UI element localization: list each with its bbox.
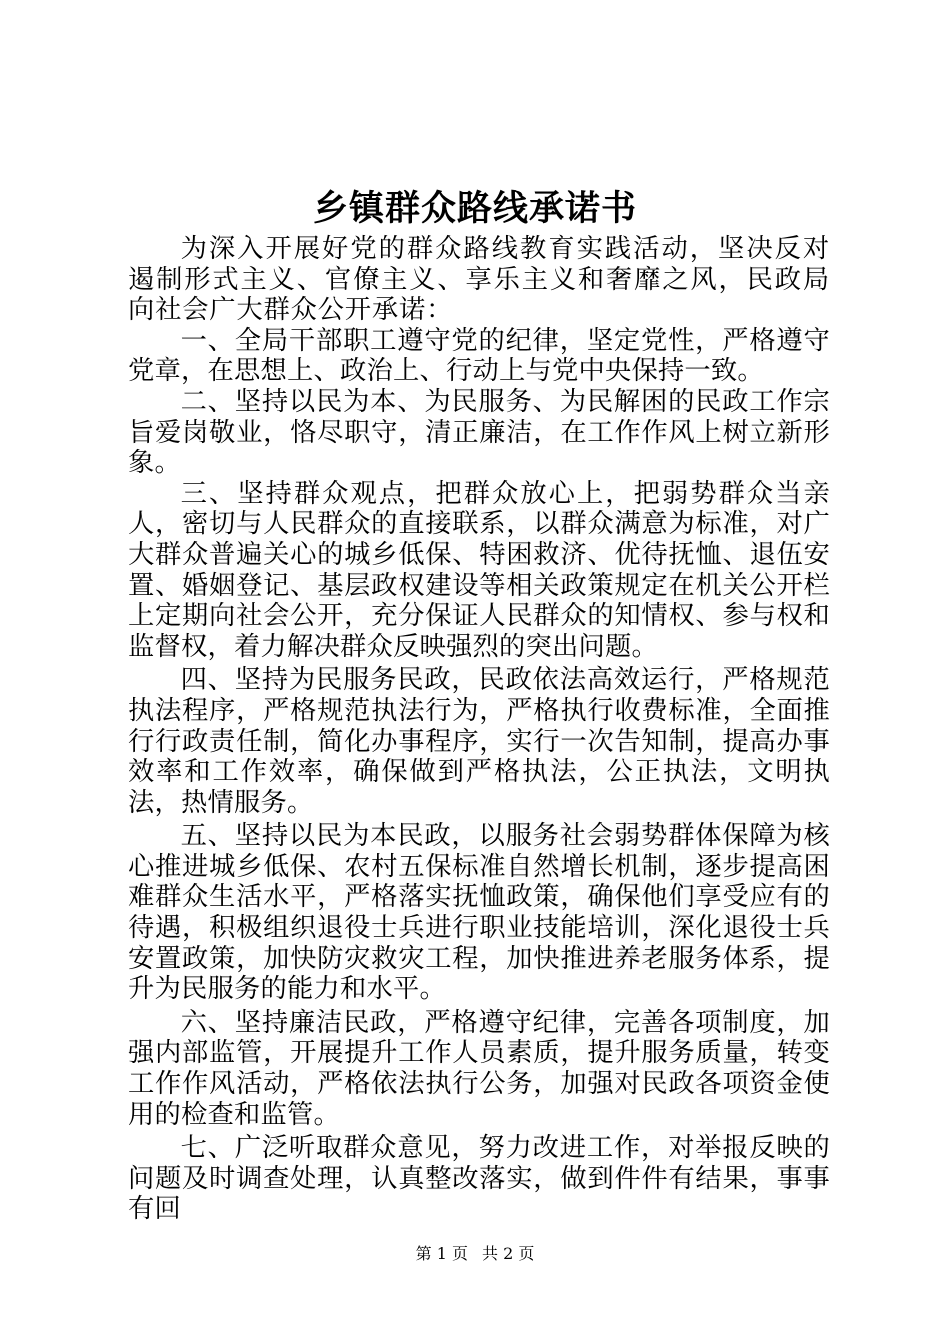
page-total: 共 2 页 xyxy=(482,1244,535,1263)
intro-paragraph: 为深入开展好党的群众路线教育实践活动，坚决反对遏制形式主义、官僚主义、享乐主义和奢靡之风，民政局向社会广大群众公开承诺： xyxy=(128,234,830,326)
pledge-item-4: 四、坚持为民服务民政，民政依法高效运行，严格规范执法程序，严格规范执法行为，严格执行收费标准，全面推行行政责任制，简化办事程序，实行一次告知制，提高办事效率和工作效率，确保做到严格执法，公正执法，文明执法，热情服务。 xyxy=(128,665,830,818)
pledge-item-1: 一、全局干部职工遵守党的纪律，坚定党性，严格遵守党章，在思想上、政治上、行动上与党中央保持一致。 xyxy=(128,325,830,387)
pledge-item-7: 七、广泛听取群众意见，努力改进工作，对举报反映的问题及时调查处理，认真整改落实，做到件件有结果，事事有回 xyxy=(128,1133,830,1225)
page-number: 第 1 页 xyxy=(415,1244,468,1263)
page-footer xyxy=(0,1244,950,1264)
pledge-item-2: 二、坚持以民为本、为民服务、为民解困的民政工作宗旨爱岗敬业，恪尽职守，清正廉洁，在工作作风上树立新形象。 xyxy=(128,386,830,479)
pledge-item-5: 五、坚持以民为本民政，以服务社会弱势群体保障为核心推进城乡低保、农村五保标准自然增长机制，逐步提高困难群众生活水平，严格落实抚恤政策，确保他们享受应有的待遇，积极组织退役士兵进行职业技能培训，深化退役士兵安置政策，加快防灾救灾工程，加快推进养老服务体系，提升为民服务的能力和水平。 xyxy=(128,821,830,1005)
document-title: 乡镇群众路线承诺书 xyxy=(312,188,637,229)
pledge-item-3: 三、坚持群众观点，把群众放心上，把弱势群众当亲人，密切与人民群众的直接联系，以群众满意为标准，对广大群众普遍关心的城乡低保、特困救济、优待抚恤、退伍安置、婚姻登记、基层政权建设等相关政策规定在机关公开栏上定期向社会公开，充分保证人民群众的知情权、参与权和监督权，着力解决群众反映强烈的突出问题。 xyxy=(128,478,830,662)
pledge-item-6: 六、坚持廉洁民政，严格遵守纪律，完善各项制度，加强内部监管，开展提升工作人员素质，提升服务质量，转变工作作风活动，严格依法执行公务，加强对民政各项资金使用的检查和监管。 xyxy=(128,1007,830,1130)
document-body xyxy=(128,234,830,1225)
